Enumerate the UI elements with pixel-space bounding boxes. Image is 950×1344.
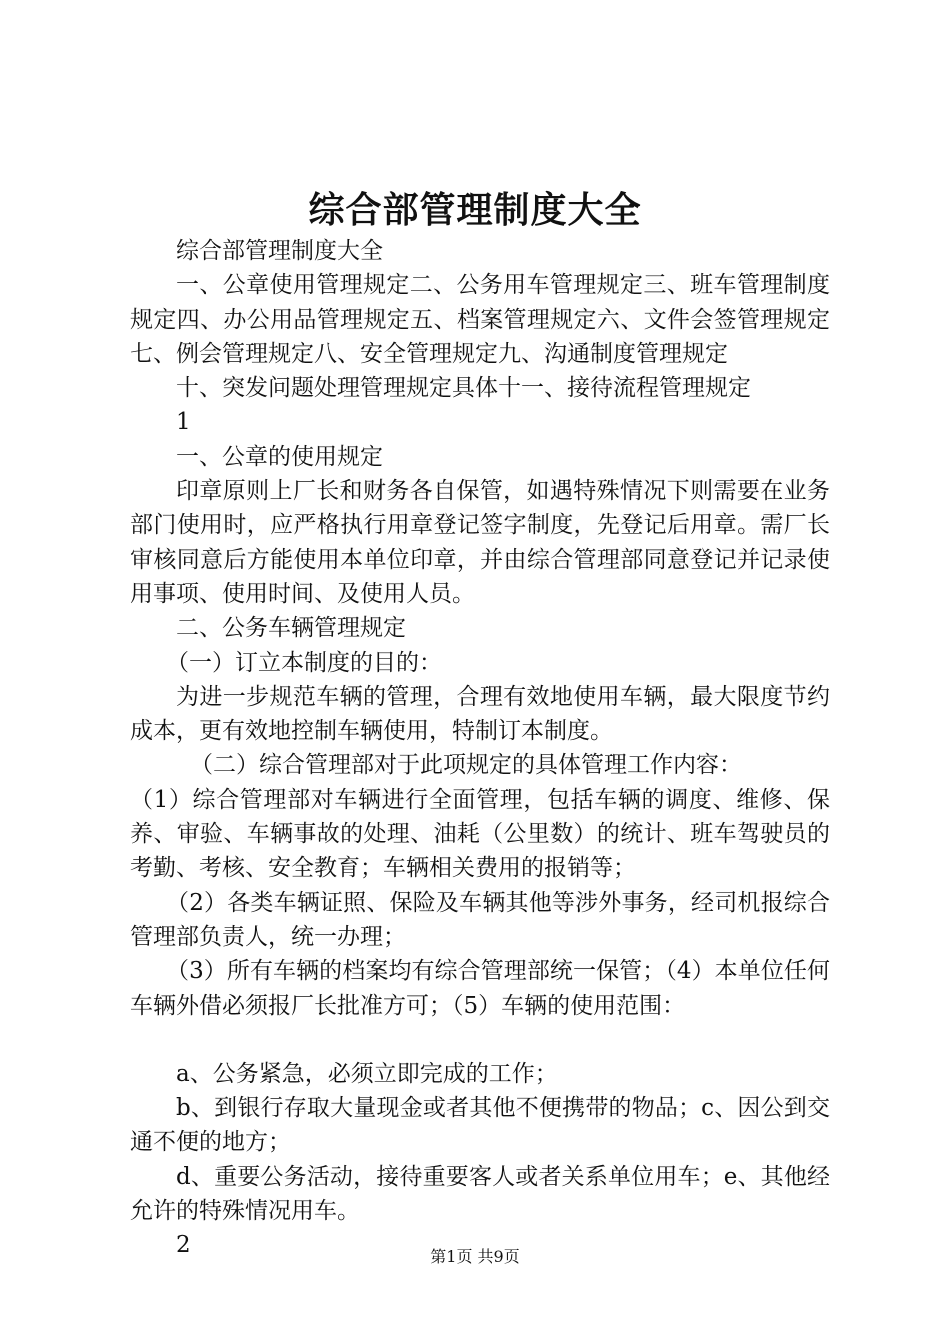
- section-heading-seal: 一、公章的使用规定: [176, 443, 383, 470]
- list-item-a: a、公务紧急，必须立即完成的工作；: [176, 1060, 558, 1087]
- list-item-b-c: b、到银行存取大量现金或者其他不便携带的物品；c、因公到交通不便的地方；: [130, 1095, 830, 1156]
- paragraph-seal-rules: 印章原则上厂长和财务各自保管，如遇特殊情况下则需要在业务部门使用时，应严格执行用章登记签字制度，先登记后用章。需厂长审核同意后方能使用本单位印章，并由综合管理部同意登记并记录使用事项、使用时间、及使用人员。: [130, 478, 830, 607]
- paragraph-subtitle: 综合部管理制度大全: [176, 238, 383, 264]
- section-heading-vehicles: 二、公务车辆管理规定: [176, 615, 406, 642]
- document-body: [130, 234, 830, 1263]
- paragraph-duty-2: （2）各类车辆证照、保险及车辆其他等涉外事务，经司机报综合管理部负责人，统一办理；: [130, 889, 830, 950]
- subsection-purpose: （一）订立本制度的目的：: [166, 649, 442, 676]
- subsection-duties: （二）综合管理部对于此项规定的具体管理工作内容：: [190, 752, 742, 779]
- paragraph-duty-3-5: （3）所有车辆的档案均有综合管理部统一保管；（4）本单位任何车辆外借必须报厂长批准方可；（5）车辆的使用范围：: [130, 958, 830, 1019]
- page-footer: 第1页 共9页: [430, 1247, 520, 1266]
- paragraph-marker-2: 2: [176, 1232, 191, 1259]
- document-title: 综合部管理制度大全: [308, 189, 642, 231]
- list-item-d-e: d、重要公务活动，接待重要客人或者关系单位用车；e、其他经允许的特殊情况用车。: [130, 1163, 830, 1225]
- paragraph-table-of-contents-cont: 十、突发问题处理管理规定具体十一、接待流程管理规定: [176, 375, 751, 402]
- paragraph-marker-1: 1: [176, 409, 191, 436]
- paragraph-duty-1: （1）综合管理部对车辆进行全面管理，包括车辆的调度、维修、保养、审验、车辆事故的处理、油耗（公里数）的统计、班车驾驶员的考勤、考核、安全教育；车辆相关费用的报销等；: [130, 786, 830, 882]
- paragraph-purpose: 为进一步规范车辆的管理，合理有效地使用车辆，最大限度节约成本，更有效地控制车辆使用，特制订本制度。: [130, 683, 830, 745]
- paragraph-table-of-contents: 一、公章使用管理规定二、公务用车管理规定三、班车管理制度规定四、办公用品管理规定五、档案管理规定六、文件会签管理规定七、例会管理规定八、安全管理规定九、沟通制度管理规定: [130, 272, 830, 367]
